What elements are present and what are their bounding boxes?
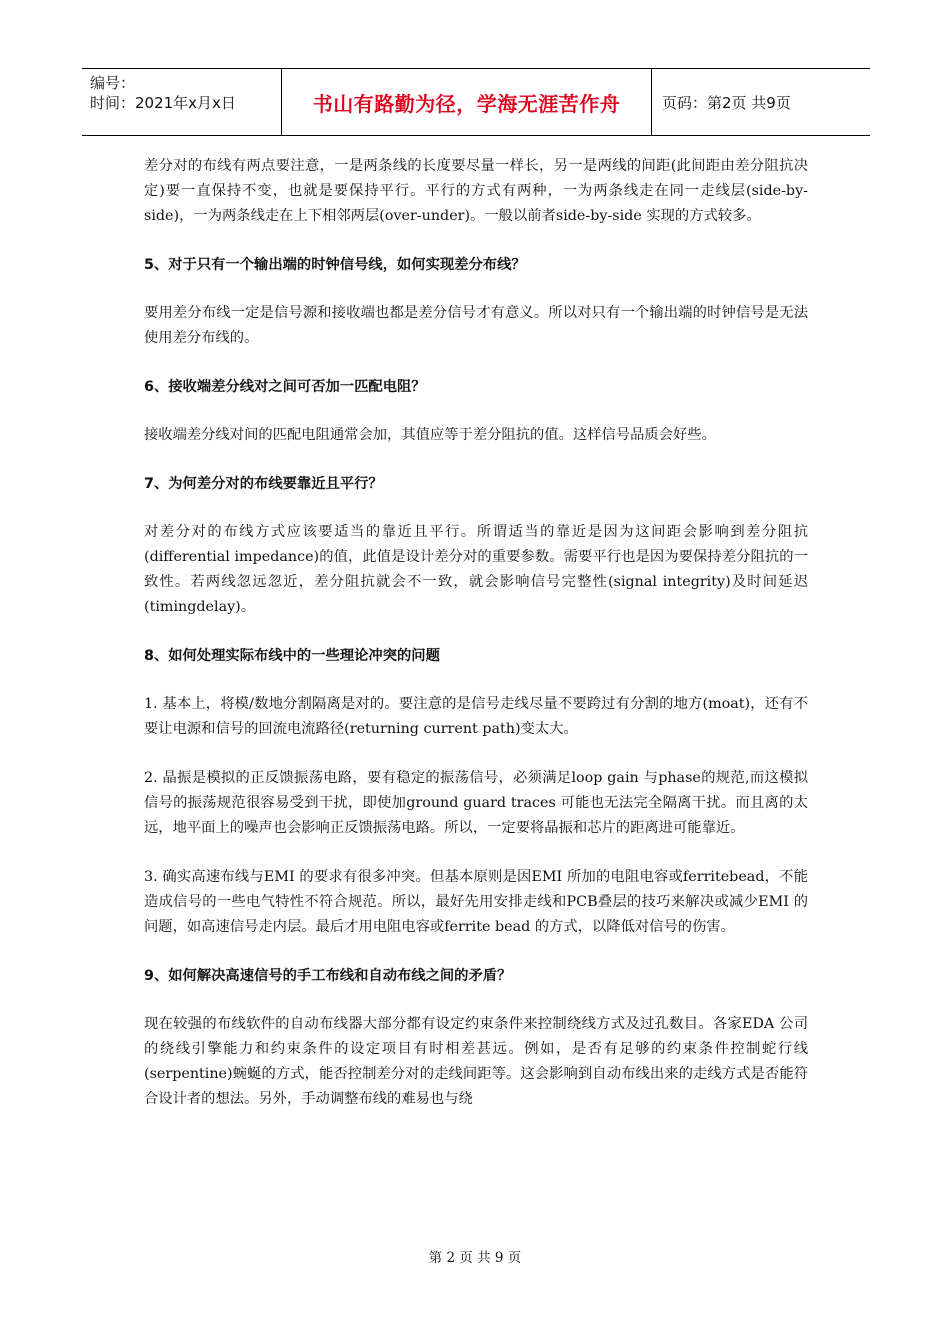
- page-header: [82, 68, 870, 136]
- page-footer: 第 2 页 共 9 页: [428, 1250, 522, 1266]
- question-heading: 5、对于只有一个输出端的时钟信号线，如何实现差分布线？: [144, 257, 526, 273]
- header-motto: 书山有路勤为径，学海无涯苦作舟: [282, 69, 652, 135]
- body-paragraph: 接收端差分线对间的匹配电阻通常会加，其值应等于差分阻抗的值。这样信号品质会好些。: [144, 427, 716, 443]
- question-heading: 9、如何解决高速信号的手工布线和自动布线之间的矛盾？: [144, 968, 512, 984]
- body-paragraph: 要用差分布线一定是信号源和接收端也都是差分信号才有意义。所以对只有一个输出端的时钟信号是无法使用差分布线的。: [144, 305, 808, 346]
- body-paragraph: 1. 基本上，将模/数地分割隔离是对的。要注意的是信号走线尽量不要跨过有分割的地方(moat)，还有不要让电源和信号的回流电流路径(returning current path)变太大。: [144, 696, 808, 737]
- question-heading: 8、如何处理实际布线中的一些理论冲突的问题: [144, 648, 440, 664]
- header-page-number: 页码：第2页 共9页: [662, 93, 791, 112]
- doc-date-label: 时间：2021年x月x日: [90, 94, 236, 112]
- question-heading: 7、为何差分对的布线要靠近且平行？: [144, 476, 383, 492]
- body-paragraph: 现在较强的布线软件的自动布线器大部分都有设定约束条件来控制绕线方式及过孔数目。各家EDA 公司的绕线引擎能力和约束条件的设定项目有时相差甚远。例如，是否有足够的约束条件控制蛇行线(serpentine)蜿蜒的方式，能否控制差分对的走线间距等。这会影响到自动布线出来的走线方式是否能符合设计者的想法。另外，手动调整布线的难易也与绕: [144, 1016, 808, 1107]
- body-paragraph: 差分对的布线有两点要注意，一是两条线的长度要尽量一样长，另一是两线的间距(此间距由差分阻抗决定)要一直保持不变，也就是要保持平行。平行的方式有两种，一为两条线走在同一走线层(side-by-side)，一为两条线走在上下相邻两层(over-under)。一般以前者side-by-side 实现的方式较多。: [144, 158, 808, 224]
- header-meta: [82, 69, 282, 135]
- body-paragraph: 3. 确实高速布线与EMI 的要求有很多冲突。但基本原则是因EMI 所加的电阻电容或ferritebead，不能造成信号的一些电气特性不符合规范。所以，最好先用安排走线和PCB叠层的技巧来解决或减少EMI 的问题，如高速信号走内层。最后才用电阻电容或ferrite bead 的方式，以降低对信号的伤害。: [144, 869, 808, 935]
- body-paragraph: 对差分对的布线方式应该要适当的靠近且平行。所谓适当的靠近是因为这间距会影响到差分阻抗(differential impedance)的值，此值是设计差分对的重要参数。需要平行也是因为要保持差分阻抗的一致性。若两线忽远忽近，差分阻抗就会不一致，就会影响信号完整性(signal integrity)及时间延迟(timingdelay)。: [144, 524, 808, 615]
- question-heading: 6、接收端差分线对之间可否加一匹配电阻？: [144, 379, 426, 395]
- document-body: [144, 154, 808, 1136]
- body-paragraph: 2. 晶振是模拟的正反馈振荡电路，要有稳定的振荡信号，必须满足loop gain 与phase的规范,而这模拟信号的振荡规范很容易受到干扰，即使加ground guard traces 可能也无法完全隔离干扰。而且离的太远，地平面上的噪声也会影响正反馈振荡电路。所以，一定要将晶振和芯片的距离进可能靠近。: [144, 770, 808, 836]
- doc-number-label: 编号：: [90, 74, 136, 92]
